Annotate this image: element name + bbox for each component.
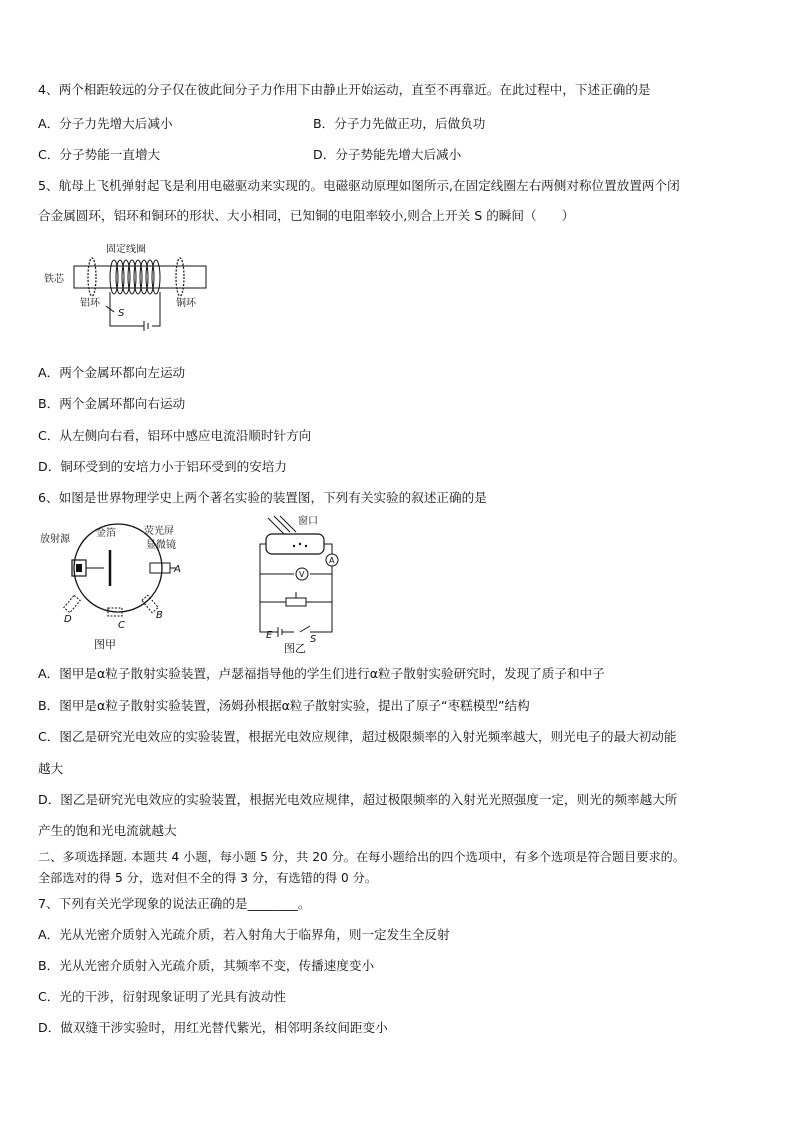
section2-heading-line1: 二、多项选择题. 本题共 4 小题，每小题 5 分，共 20 分。在每小题给出的四个选项中，有多个选项是符合题目要求的。 bbox=[38, 850, 686, 864]
q5-coil-figure bbox=[44, 244, 214, 352]
label-battery-e: E bbox=[266, 630, 273, 641]
label-position-d: D bbox=[64, 614, 72, 625]
label-fluorescent-screen: 荧光屏 bbox=[144, 526, 174, 537]
label-iron-core: 铁芯 bbox=[44, 274, 64, 285]
label-position-a: A bbox=[174, 564, 181, 575]
q5-option-c: C．从左侧向右看，铝环中感应电流沿顺时针方向 bbox=[38, 428, 312, 443]
q6-option-d-line2: 产生的饱和光电流就越大 bbox=[38, 823, 177, 838]
q4-option-b: B．分子力先做正功，后做负功 bbox=[313, 116, 486, 131]
label-microscope: 显微镜 bbox=[146, 540, 176, 551]
q7-option-d: D．做双缝干涉实验时，用红光替代紫光，相邻明条纹间距变小 bbox=[38, 1020, 388, 1035]
label-aluminum-ring: 铝环 bbox=[80, 298, 100, 309]
q6-option-a: A．图甲是α粒子散射实验装置，卢瑟福指导他的学生们进行α粒子散射实验研究时，发现了质子和中子 bbox=[38, 666, 605, 681]
q5-option-a: A．两个金属环都向左运动 bbox=[38, 365, 186, 380]
label-copper-ring: 铜环 bbox=[176, 298, 196, 309]
q5-option-d: D．铜环受到的安培力小于铝环受到的安培力 bbox=[38, 459, 287, 474]
q4-option-c: C．分子势能一直增大 bbox=[38, 147, 161, 162]
label-gold-foil: 金箔 bbox=[96, 528, 116, 539]
q7-option-a: A．光从光密介质射入光疏介质，若入射角大于临界角，则一定发生全反射 bbox=[38, 927, 450, 942]
label-radioactive-source: 放射源 bbox=[40, 534, 70, 545]
label-position-c: C bbox=[118, 620, 125, 631]
q6-option-c-line2: 越大 bbox=[38, 761, 64, 776]
section2-heading-line2: 全部选对的得 5 分，选对但不全的得 3 分，有选错的得 0 分。 bbox=[38, 871, 378, 885]
q5-stem-line2: 合金属圆环，铝环和铜环的形状、大小相同，已知铜的电阻率较小,则合上开关 S 的瞬间（ ） bbox=[38, 208, 575, 223]
q6-option-d-line1: D．图乙是研究光电效应的实验装置，根据光电效应规律，超过极限频率的入射光光照强度一定，则光的频率越大所 bbox=[38, 792, 678, 807]
q7-stem: 7、下列有关光学现象的说法正确的是________。 bbox=[38, 896, 311, 911]
label-window: 窗口 bbox=[298, 516, 318, 527]
q4-option-d: D．分子势能先增大后减小 bbox=[313, 147, 462, 162]
label-voltmeter: V bbox=[299, 570, 305, 579]
q7-option-c: C．光的干涉，衍射现象证明了光具有波动性 bbox=[38, 989, 287, 1004]
label-fixed-coil: 固定线圈 bbox=[106, 244, 146, 255]
label-position-b: B bbox=[156, 610, 163, 621]
caption-figure-jia: 图甲 bbox=[94, 638, 116, 651]
q6-stem: 6、如图是世界物理学史上两个著名实验的装置图，下列有关实验的叙述正确的是 bbox=[38, 490, 487, 505]
label-switch-s: S bbox=[118, 308, 125, 319]
label-switch-s: S bbox=[310, 634, 317, 645]
q5-option-b: B．两个金属环都向右运动 bbox=[38, 396, 186, 411]
caption-figure-yi: 图乙 bbox=[284, 642, 306, 654]
label-ammeter: A bbox=[329, 556, 335, 565]
q5-stem-line1: 5、航母上飞机弹射起飞是利用电磁驱动来实现的。电磁驱动原理如图所示,在固定线圈左右两侧对称位置放置两个闭 bbox=[38, 178, 680, 193]
q6-photoelectric-figure bbox=[254, 514, 364, 654]
q4-option-a: A．分子力先增大后减小 bbox=[38, 116, 173, 131]
q6-alpha-scattering-figure bbox=[38, 520, 188, 656]
q6-option-c-line1: C．图乙是研究光电效应的实验装置，根据光电效应规律，超过极限频率的入射光频率越大，则光电子的最大初动能 bbox=[38, 729, 677, 744]
q6-option-b: B．图甲是α粒子散射实验装置，汤姆孙根据α粒子散射实验，提出了原子“枣糕模型”结构 bbox=[38, 698, 530, 713]
q4-stem: 4、两个相距较远的分子仅在彼此间分子力作用下由静止开始运动，直至不再靠近。在此过程中，下述正确的是 bbox=[38, 82, 651, 97]
q7-option-b: B．光从光密介质射入光疏介质，其频率不变，传播速度变小 bbox=[38, 958, 375, 973]
